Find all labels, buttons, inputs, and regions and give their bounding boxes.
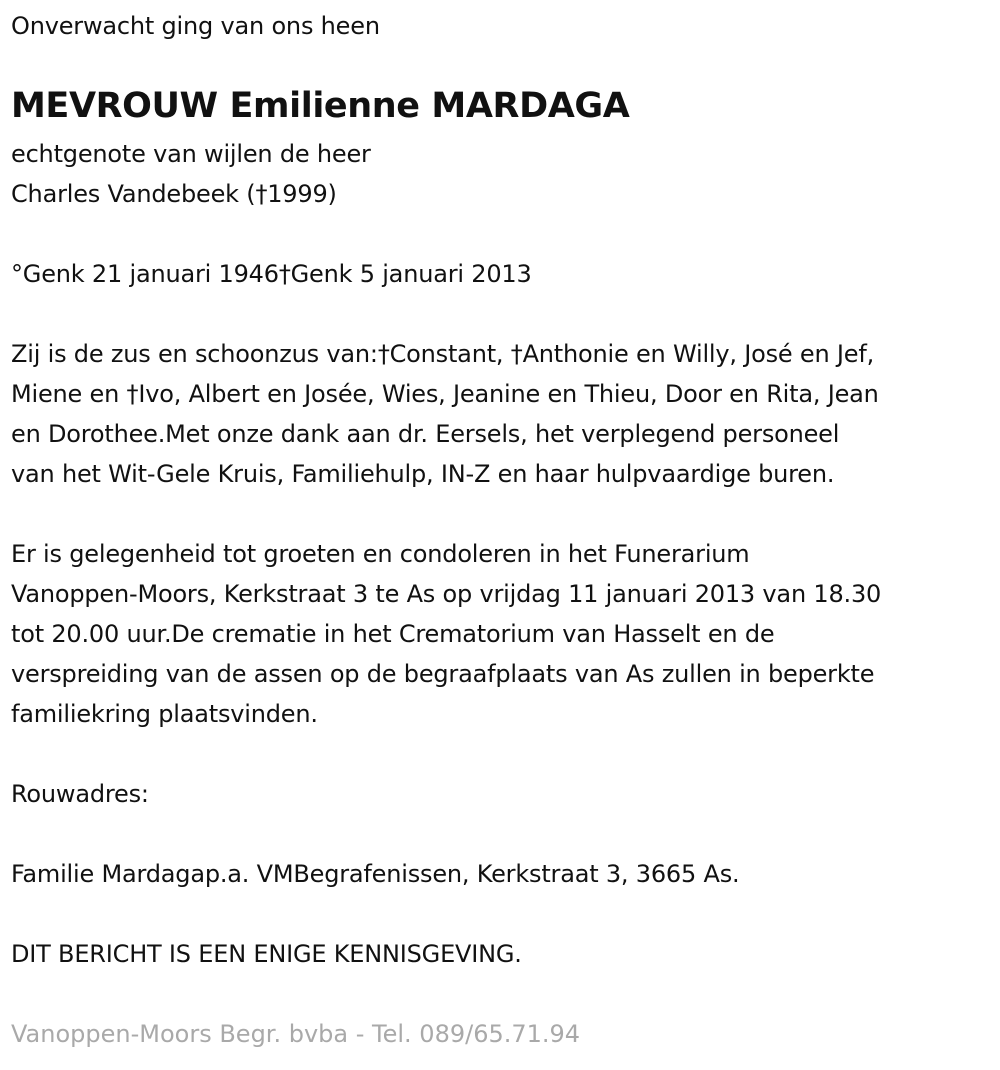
family-line: Zij is de zus en schoonzus van:†Constant, †Anthonie en Willy, José en Jef,: [11, 340, 875, 368]
ceremony-line: familiekring plaatsvinden.: [11, 700, 318, 728]
closing-notice: DIT BERICHT IS EEN ENIGE KENNISGEVING.: [11, 940, 522, 968]
dates-block: [11, 254, 532, 294]
ceremony-paragraph: [11, 534, 881, 734]
address-label-block: [11, 774, 149, 814]
ceremony-line: tot 20.00 uur.De crematie in het Crematorium van Hasselt en de: [11, 620, 775, 648]
mourning-address: Familie Mardagap.a. VMBegrafenissen, Kerkstraat 3, 3665 As.: [11, 860, 740, 888]
family-line: en Dorothee.Met onze dank aan dr. Eersels, het verplegend personeel: [11, 420, 840, 448]
closing-block: [11, 934, 522, 974]
spouse-line: echtgenote van wijlen de heer: [11, 140, 371, 168]
address-block: [11, 854, 739, 894]
family-paragraph: [11, 334, 879, 494]
spouse-line: Charles Vandebeek (†1999): [11, 180, 337, 208]
intro-text: Onverwacht ging van ons heen: [11, 12, 380, 40]
ceremony-line: Vanoppen-Moors, Kerkstraat 3 te As op vrijdag 11 januari 2013 van 18.30: [11, 580, 882, 608]
deceased-name: MEVROUW Emilienne MARDAGA: [11, 86, 630, 126]
address-label: Rouwadres:: [11, 780, 149, 808]
family-line: Miene en †Ivo, Albert en Josée, Wies, Jeanine en Thieu, Door en Rita, Jean: [11, 380, 879, 408]
ceremony-line: Er is gelegenheid tot groeten en condoleren in het Funerarium: [11, 540, 750, 568]
birth-death-dates: °Genk 21 januari 1946†Genk 5 januari 2013: [11, 260, 532, 288]
funeral-home-footer: Vanoppen-Moors Begr. bvba - Tel. 089/65.71.94: [11, 1020, 581, 1048]
ceremony-line: verspreiding van de assen op de begraafplaats van As zullen in beperkte: [11, 660, 875, 688]
spouse-block: [11, 134, 371, 214]
family-line: van het Wit-Gele Kruis, Familiehulp, IN-Z en haar hulpvaardige buren.: [11, 460, 835, 488]
